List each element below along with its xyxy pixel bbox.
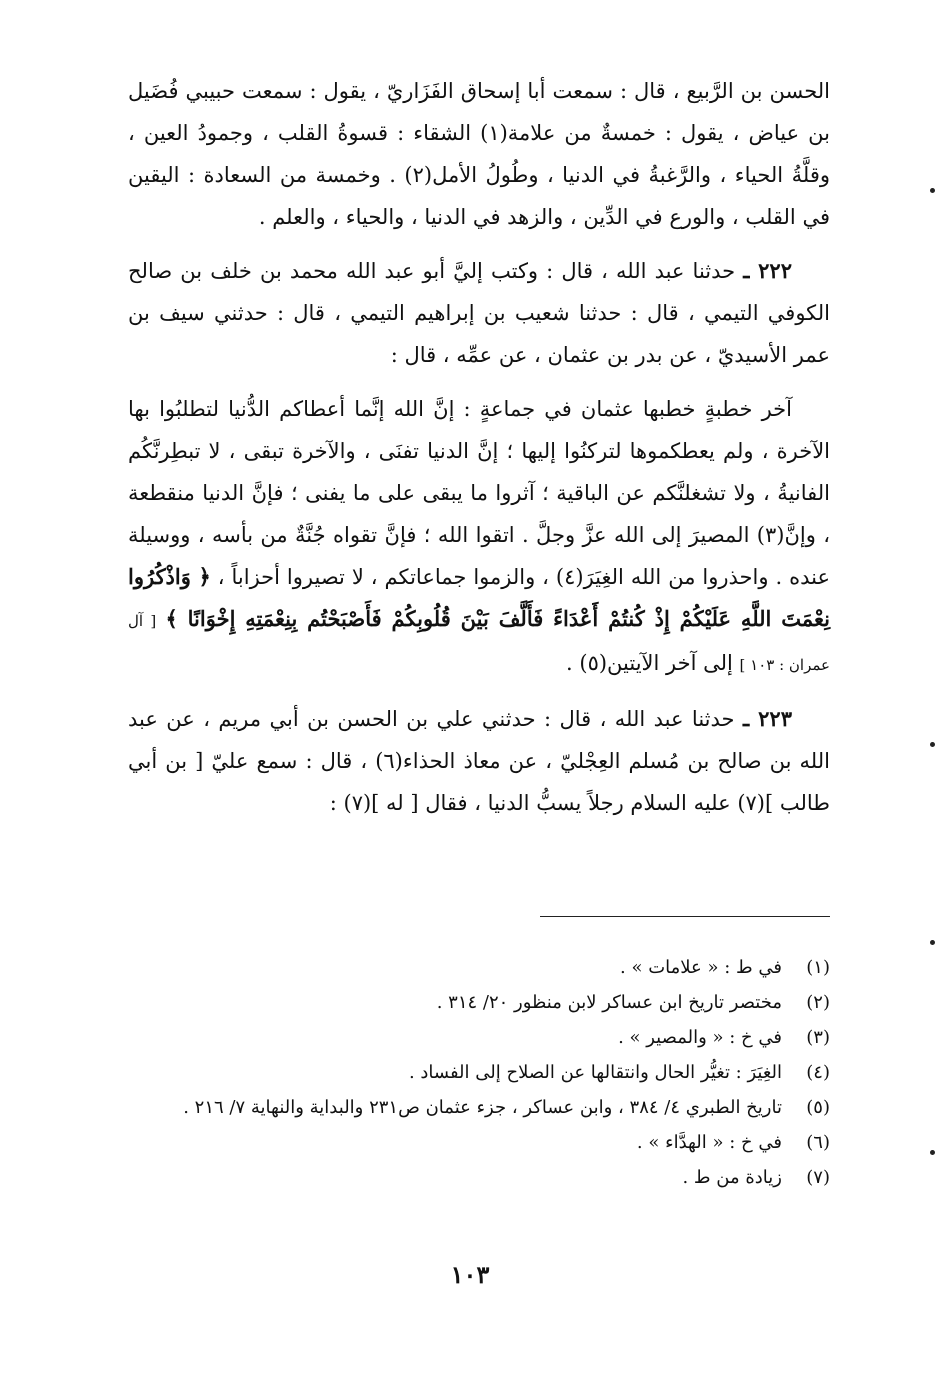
footnote-number: (٥) [806,1097,830,1118]
footnote-text: تاريخ الطبري ٤/ ٣٨٤ ، وابن عساكر ، جزء عثمان ص٢٣١ والبداية والنهاية ٧/ ٢١٦ . [183,1097,782,1118]
paragraph-223 [128,698,830,824]
paragraph-1 [128,70,830,238]
footnote-divider [540,916,830,917]
paragraph-222 [128,250,830,376]
footnote [118,1055,830,1090]
verse-reference: [ آل عمران : ١٠٣ ] [128,612,830,674]
footnote-number: (٦) [806,1132,830,1153]
paragraph-text: حدثنا عبد الله ، قال : وكتب إليَّ أبو عبد الله محمد بن خلف بن صالح الكوفي التيمي ، قال : حدثنا شعيب بن إبراهيم التيمي ، قال : حدثني سيف بن عمر الأسيديّ ، عن بدر بن عثمان ، عن عمِّه ، قال : [128,259,830,367]
footnote-text: في خ : « الهدَّاء » . [636,1132,782,1153]
footnote [118,1090,830,1125]
paragraph-text: الحسن بن الرَّبيع ، قال : سمعت أبا إسحاق الفَزَاريّ ، يقول : سمعت حبيبي فُضَيل بن عياض ، يقول : خمسةٌ من علامة(١) الشقاء : قسوةُ القلب ، وجمودُ العين ، وقلَّةُ الحياء ، والرَّغبةُ في الدنيا ، وطُولُ الأمل(٢) . وخمسة من السعادة : اليقين في القلب ، والورع في الدِّين ، والزهد في الدنيا ، والحياء ، والعلم . [128,79,831,229]
footnotes [118,950,830,1195]
footnote-number: (٧) [806,1167,830,1188]
scan-mark [930,188,935,193]
footnote-number: (٢) [806,992,830,1013]
footnote-text: في خ : « والمصير » . [618,1027,782,1048]
scan-mark [930,940,935,945]
paragraph-tail: إلى آخر الآيتين(٥) . [566,651,733,675]
footnote [118,1125,830,1160]
quran-verse: ﴿ وَاذْكُرُوا نِعْمَتَ اللَّهِ عَلَيْكُمْ إِذْ كُنتُمْ أَعْدَاءً فَأَلَّفَ بَيْنَ قُلُوبِكُمْ فَأَصْبَحْتُم بِنِعْمَتِهِ إِخْوَانًا ﴾ [128,564,830,631]
page-number: ١٠٣ [450,1260,490,1289]
footnote [118,1160,830,1195]
footnote-number: (٣) [806,1027,830,1048]
scan-mark [930,1150,935,1155]
footnote [118,1020,830,1055]
hadith-number: ٢٢٢ ـ [743,258,792,283]
scan-mark [930,742,935,747]
footnote-number: (١) [806,957,830,978]
footnote-text: مختصر تاريخ ابن عساكر لابن منظور ٢٠/ ٣١٤ . [436,992,782,1013]
footnote-text: زيادة من ط . [682,1167,782,1188]
paragraph-sermon [128,388,830,686]
footnote [118,950,830,985]
footnote-number: (٤) [806,1062,830,1083]
body-text [128,70,830,836]
paragraph-text: حدثنا عبد الله ، قال : حدثني علي بن الحسن بن أبي مريم ، عن عبد الله بن صالح بن مُسلم العِجْليّ ، عن معاذ الحذاء(٦) ، قال : سمع عليّ [ بن أبي طالب ](٧) عليه السلام رجلاً يسبُّ الدنيا ، فقال [ له ](٧) : [128,707,830,815]
hadith-number: ٢٢٣ ـ [742,706,792,731]
paragraph-text: آخر خطبةٍ خطبها عثمان في جماعةٍ : إنَّ الله إنَّما أعطاكم الدُّنيا لتطلبُوا بها الآخرة ، ولم يعطكموها لتركنُوا إليها ؛ إنَّ الدنيا تفنَى ، والآخرة تبقى ، لا تبطِرنَّكُم الفانيةُ ، ولا تشغلنَّكم عن الباقية ؛ آثروا ما يبقى على ما يفنى ؛ فإنَّ الدنيا منقطعة ، وإنَّ(٣) المصيرَ إلى الله عزَّ وجلَّ . اتقوا الله ؛ فإنَّ تقواه جُنَّةٌ من بأسه ، ووسيلة عنده . واحذروا من الله الغِيَرَ(٤) ، والزموا جماعاتكم ، لا تصيروا أحزاباً ، [128,397,831,589]
footnote-text: في ط : « علامات » . [620,957,782,978]
footnote [118,985,830,1020]
footnote-text: الغِيَرَ : تغيُّر الحال وانتقالها عن الصلاح إلى الفساد . [408,1062,782,1083]
